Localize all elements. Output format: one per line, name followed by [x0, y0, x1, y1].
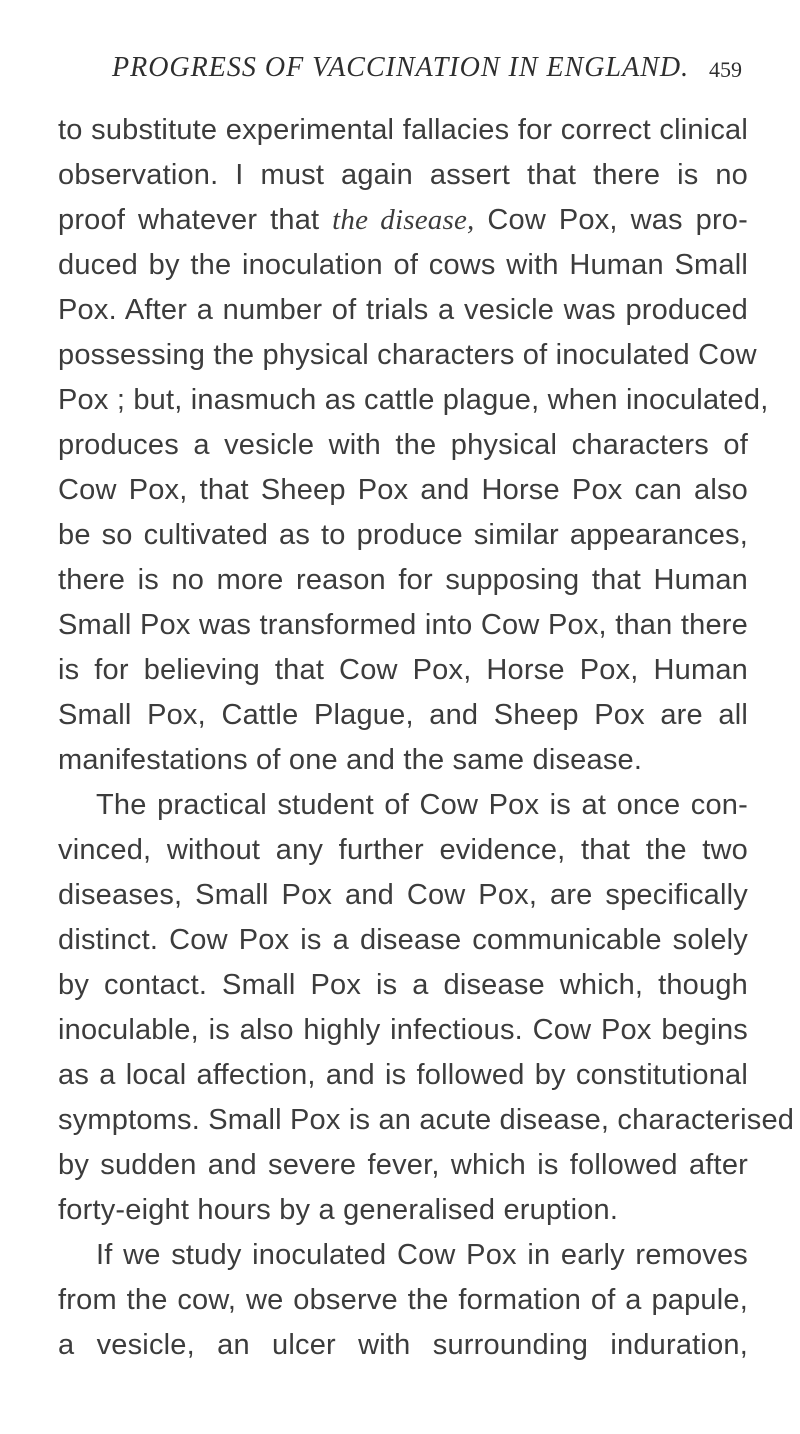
text-line: diseases, Small Pox and Cow Pox, are specifically	[58, 879, 748, 911]
page-header	[0, 48, 800, 88]
text-line: be so cultivated as to produce similar appearances,	[58, 519, 748, 551]
text-line-paragraph-end: forty-eight hours by a generalised eruption.	[58, 1194, 619, 1226]
text-line: produces a vesicle with the physical characters of	[58, 429, 748, 461]
text-line-paragraph-start: The practical student of Cow Pox is at once con-	[96, 789, 748, 821]
text-line: Small Pox was transformed into Cow Pox, than there	[58, 609, 748, 641]
text-line: a vesicle, an ulcer with surrounding induration,	[58, 1329, 748, 1361]
text-line: by contact. Small Pox is a disease which, though	[58, 969, 748, 1001]
text-line: duced by the inoculation of cows with Human Small	[58, 249, 748, 281]
text-line: distinct. Cow Pox is a disease communicable solely	[58, 924, 748, 956]
text-line: Pox ; but, inasmuch as cattle plague, when inoculated,	[58, 384, 769, 416]
text-line-paragraph-end: manifestations of one and the same disease.	[58, 744, 643, 776]
text-line: Small Pox, Cattle Plague, and Sheep Pox are all	[58, 699, 748, 731]
text-line: is for believing that Cow Pox, Horse Pox, Human	[58, 654, 748, 686]
page-number: 459	[709, 57, 742, 82]
text-line: Pox. After a number of trials a vesicle was produced	[58, 294, 748, 326]
text-segment: proof whatever that	[58, 204, 320, 236]
text-line: to substitute experimental fallacies for correct clinical	[58, 114, 748, 146]
text-line: by sudden and severe fever, which is followed after	[58, 1149, 748, 1181]
text-line-paragraph-start: If we study inoculated Cow Pox in early removes	[96, 1239, 748, 1271]
text-line: as a local affection, and is followed by constitutional	[58, 1059, 748, 1091]
text-segment: Cow Pox, was pro-	[487, 204, 748, 236]
text-line: observation. I must again assert that there is no	[58, 159, 748, 191]
text-line: possessing the physical characters of inoculated Cow	[58, 339, 757, 371]
text-line-with-italic	[58, 198, 748, 243]
text-line: inoculable, is also highly infectious. Cow Pox begins	[58, 1014, 748, 1046]
text-line: Cow Pox, that Sheep Pox and Horse Pox can also	[58, 474, 748, 506]
text-line: from the cow, we observe the formation of a papule,	[58, 1284, 748, 1316]
body-text	[58, 108, 795, 1368]
text-line: symptoms. Small Pox is an acute disease, characterised	[58, 1104, 795, 1136]
text-line: vinced, without any further evidence, that the two	[58, 834, 748, 866]
text-line: there is no more reason for supposing that Human	[58, 564, 748, 596]
running-head: PROGRESS OF VACCINATION IN ENGLAND.	[112, 52, 690, 83]
italic-phrase: the disease,	[332, 204, 475, 236]
